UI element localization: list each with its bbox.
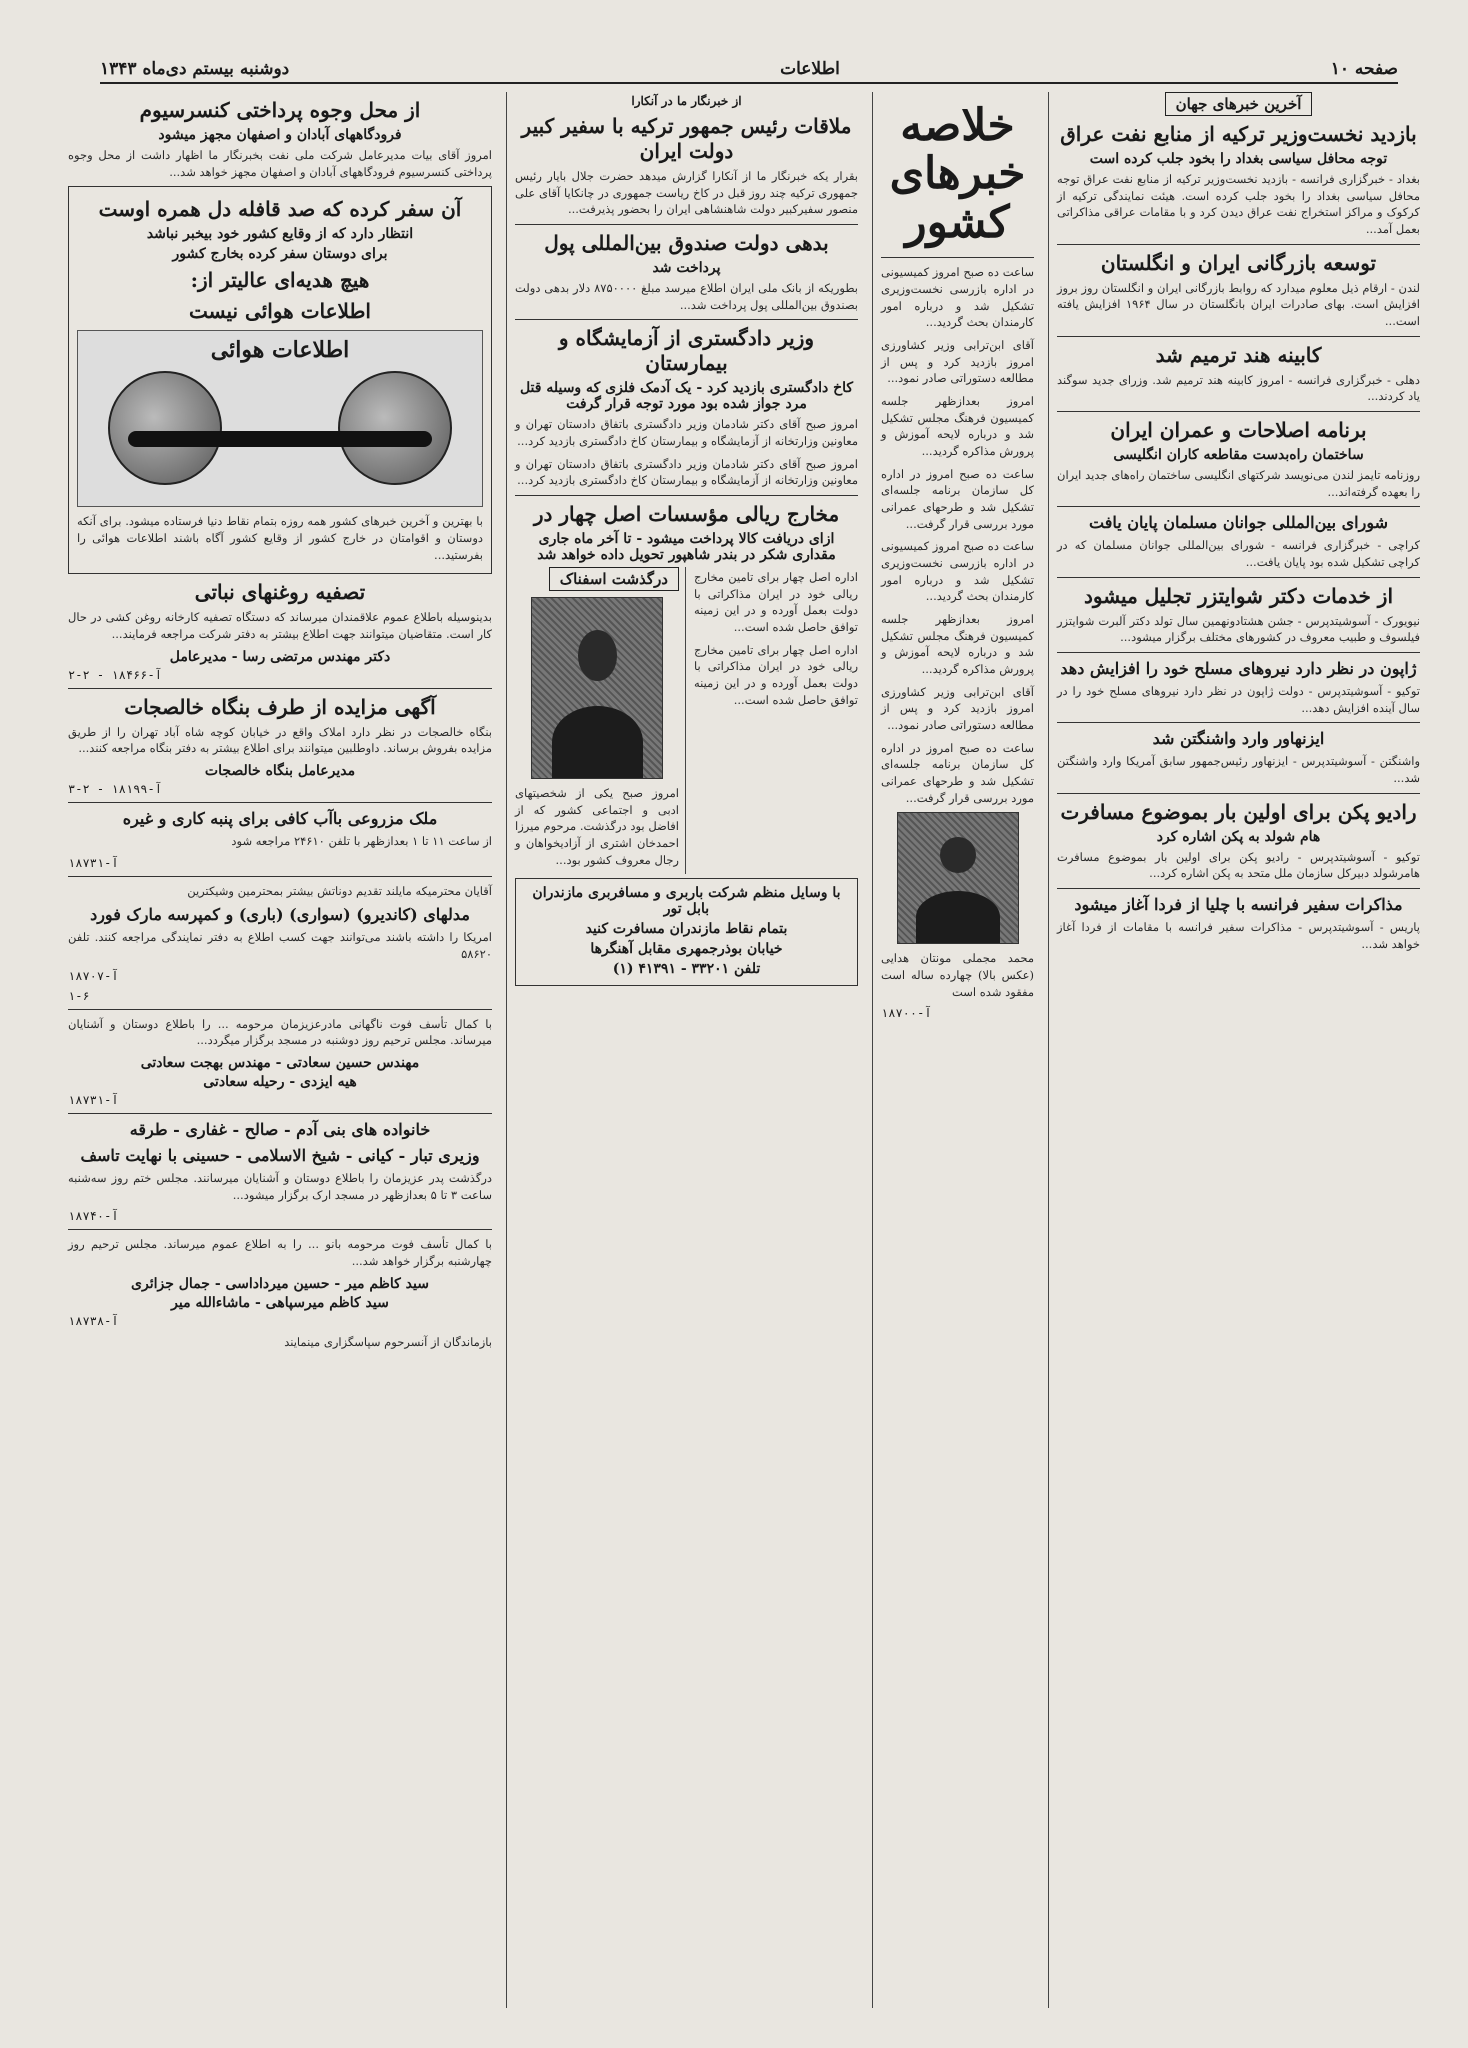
ad-code: آ-۱۸۷۳۱ — [68, 855, 119, 870]
article-peking-subtitle: هام شولد به پکن اشاره کرد — [1156, 828, 1321, 845]
article-consortium-title: از محل وجوه پرداختی کنسرسیوم — [139, 98, 421, 122]
article-imf-subtitle: پرداخت شد — [652, 260, 721, 277]
divider — [1057, 888, 1420, 889]
divider — [68, 1229, 492, 1230]
ad-code: آ-۱۸۷۰۷ — [68, 968, 119, 983]
article-reforms-title: برنامه اصلاحات و عمران ایران — [1110, 418, 1367, 443]
divider — [68, 1009, 492, 1010]
divider — [1057, 793, 1420, 794]
article-justice-title: وزیر دادگستری از آزمایشگاه و بیمارستان — [558, 326, 815, 376]
memorial-signature: سید کاظم میر - حسین میرداداسی - جمال جزائری — [131, 1275, 429, 1292]
world-news-column — [1048, 92, 1428, 2008]
ford-ad-title: مدلهای (کاندیرو) (سواری) (باری) و کمپرسه مارک فورد — [90, 905, 470, 925]
ford-ad-body: امریکا را داشته باشند می‌توانند جهت کسب اطلاع به دفتر نمایندگی مراجعه کنند. تلفن ۵۸۶۲۰ — [68, 930, 492, 962]
article-eisenhower-body: واشنگتن - آسوشیتدپرس - ایزنهاور رئیس‌جمهور سابق آمریکا وارد واشنگتن شد... — [1057, 754, 1420, 786]
divider — [1057, 652, 1420, 653]
obituary-block — [515, 567, 858, 874]
divider — [881, 257, 1034, 258]
national-news-item: آقای ابن‌ترابی وزیر کشاورزی امروز بازدید کرد و پس از مطالعه دستوراتی صادر نمود... — [881, 684, 1034, 732]
obituary-body: امروز صبح یکی از شخصیتهای ادبی و اجتماعی کشور که از افاضل بود درگذشت. مرحوم میرزا احمدخان اشتری از آزادیخواهان و رجال معروف کشور بود... — [515, 786, 679, 867]
article-india-cabinet-body: دهلی - خبرگزاری فرانسه - امروز کابینه هند ترمیم شد. وزرای جدید سوگند یاد کردند... — [1057, 372, 1420, 404]
obituary-signature: مهندس حسین سعادتی - مهندس بهجت سعادتی — [140, 1055, 420, 1072]
national-news-logo: خلاصه خبرهای کشور — [889, 100, 1026, 248]
national-news-item: امروز بعدازظهر جلسه کمیسیون فرهنگ مجلس تشکیل شد و درباره لایحه آموزش و پرورش مذاکره گردید... — [881, 611, 1034, 676]
world-news-label: آخرین خبرهای جهان — [1165, 92, 1313, 116]
article-youth-title: شورای بین‌المللی جوانان مسلمان پایان یافت — [1089, 513, 1388, 533]
article-peking-title: رادیو پکن برای اولین بار بموضوع مسافرت — [1060, 799, 1417, 824]
article-iraq-oil-title: بازدید نخست‌وزیر ترکیه از منابع نفت عراق — [1060, 122, 1417, 146]
article-reforms-body: روزنامه تایمز لندن می‌نویسد شرکتهای انگلیسی ساختمان راه‌های جدید ایران را بعهده گرفته‌اند... — [1057, 468, 1420, 499]
obituary-title: درگذشت اسفناک — [549, 567, 679, 591]
oil-refining-body: بدینوسیله باطلاع عموم علاقمندان میرساند که دستگاه تصفیه کارخانه روغن کشی در حال کار است. متقاضیان میتوانند جهت اطلاع بیشتر به دفتر شرکت مراجعه فرمایند... — [68, 610, 492, 642]
article-schweitzer-body: نیویورک - آسوشیتدپرس - جشن هشتادونهمین سال تولد دکتر آلبرت شوایتزر فیلسوف و طبیب معروف در کشورهای مختلف برگزار میشود... — [1057, 613, 1420, 645]
article-iraq-oil-subtitle: توجه محافل سیاسی بغداد را بخود جلب کرده است — [1089, 151, 1388, 167]
ad-code: آ-۱۸۷۳۸ — [68, 1313, 119, 1328]
article-japan-title: ژاپون در نظر دارد نیروهای مسلح خود را افزایش دهد — [1060, 659, 1417, 679]
article-justice-body: امروز صبح آقای دکتر شادمان وزیر دادگستری باتفاق دادستان تهران و معاونین وزارتخانه از آزمایشگاه و بیمارستان کاخ دادگستری بازدید کرد... — [515, 417, 858, 449]
national-news-item: ساعت ده صبح امروز در اداره کل سازمان برنامه جلسه‌ای تشکیل شد و طرحهای عمرانی مورد بررسی قرار گرفت... — [881, 740, 1034, 805]
airmail-logo-text: اطلاعات هوائی — [210, 337, 350, 364]
missing-boy-photo — [897, 812, 1019, 944]
ad-code: آ-۱۸۷۴۰ — [68, 1209, 119, 1224]
article-kicker: از خبرنگار ما در آنکارا — [631, 94, 742, 108]
obituary-photo — [531, 597, 663, 779]
auction-body: بنگاه خالصجات در نظر دارد املاک واقع در خیابان کوچه شاه آباد تهران را از طریق مزایده بفروش برساند. داوطلبین میتوانند برای اطلاع بیشتر به دفتر بنگاه مراجعه کنند... — [68, 724, 492, 756]
farmland-body: از ساعت ۱۱ تا ۱ بعدازظهر با تلفن ۲۴۶۱۰ مراجعه شود — [231, 834, 492, 849]
page-number: صفحه ۱۰ — [1330, 59, 1398, 79]
article-consortium-subtitle: فرودگاههای آبادان و اصفهان مجهز میشود — [158, 127, 402, 143]
ad-code: ۱-۶ — [68, 988, 90, 1003]
article-justice-subtitle: کاخ دادگستری بازدید کرد - یک آدمک فلزی که وسیله قتل مرد جواز شده بود مورد توجه قرار گرفت — [519, 380, 854, 413]
oil-refining-signature: دکتر مهندس مرتضی رسا - مدیرعامل — [169, 648, 391, 665]
divider — [68, 876, 492, 877]
transport-ad — [515, 878, 858, 986]
national-news-item: ساعت ده صبح امروز در اداره کل سازمان برنامه جلسه‌ای تشکیل شد و طرحهای عمرانی مورد بررسی قرار گرفت... — [881, 466, 1034, 531]
article-ankara-body: بقرار یکه خبرنگار ما از آنکارا گزارش میدهد حضرت جلال بایار رئیس جمهوری ترکیه چند روز قبل در کاخ ریاست جمهوری در چانکایا آقای علی منصور سفیرکبیر دولت شاهنشاهی ایران را بحضور پذیرفت... — [515, 169, 858, 217]
airmail-ad-title: آن سفر کرده که صد قافله دل همره اوست — [98, 197, 462, 222]
family-notice-body: درگذشت پدر عزیزمان را باطلاع دوستان و آشنایان میرسانند. مجلس ختم روز سه‌شنبه ساعت ۳ تا ۵ بعدازظهر در مسجد ارک برگزار میشود... — [68, 1171, 492, 1202]
ad-code: آ-۱۸۴۶۶ - ۲-۲ — [68, 667, 162, 682]
family-notice-title: خانواده های بنی آدم - صالح - غفاری - طرقه — [129, 1120, 431, 1140]
article-india-cabinet-title: کابینه هند ترمیم شد — [1155, 342, 1322, 367]
auction-signature: مدیرعامل بنگاه خالصجات — [204, 763, 356, 780]
article-reforms-subtitle: ساختمان راه‌بدست مقاطعه کاران انگلیسی — [1113, 447, 1364, 464]
article-trade-title: توسعه بازرگانی ایران و انگلستان — [1100, 250, 1377, 275]
airmail-ad-body: با بهترین و آخرین خبرهای کشور همه روزه بتمام نقاط دنیا فرستاده میشود. برای آنکه دوستان و اقوامتان در خارج کشور از وقایع کشور آگاه باشند اطلاعات هوائی را بفرستید... — [77, 514, 483, 562]
article-peking-body: توکیو - آسوشیتدپرس - رادیو پکن برای اولین بار بموضوع مسافرت هامرشولد دبیرکل سازمان ملل متحد به پکن اشاره کرد... — [1057, 849, 1420, 881]
divider — [1057, 244, 1420, 245]
article-schweitzer-title: از خدمات دکتر شوایتزر تجلیل میشود — [1083, 583, 1394, 608]
national-news-column — [872, 92, 1042, 2008]
article-imf-title: بدهی دولت صندوق بین‌المللی پول — [544, 231, 829, 256]
national-news-item: ساعت ده صبح امروز کمیسیونی در اداره بازرسی نخست‌وزیری تشکیل شد و درباره امور کارمندان بحث گردید... — [881, 539, 1034, 604]
memorial-footer: بازماندگان از آنسرحوم سپاسگزاری مینمایند — [284, 1334, 492, 1349]
national-news-item: امروز بعدازظهر جلسه کمیسیون فرهنگ مجلس تشکیل شد و درباره لایحه آموزش و پرورش مذاکره گردید... — [881, 393, 1034, 458]
masthead — [100, 56, 1398, 84]
divider — [1057, 722, 1420, 723]
columns — [30, 92, 1428, 2008]
airmail-ad-headline: هیچ هدیه‌ای عالیتر از: — [190, 268, 370, 293]
article-youth-body: کراچی - خبرگزاری فرانسه - شورای بین‌المللی جوانان مسلمان که در کراچی تشکیل شده بود پایان یافت... — [1057, 538, 1420, 570]
divider — [515, 495, 858, 496]
article-trade-body: لندن - ارقام ذیل معلوم میدارد که روابط بازرگانی ایران و انگلستان روز بروز افزایش است. بهای صادرات ایران بانگلستان در سال ۱۹۶۴ افزایش یافته است... — [1057, 280, 1420, 329]
divider — [515, 319, 858, 320]
article-eisenhower-title: ایزنهاور وارد واشنگتن شد — [1152, 729, 1325, 749]
auction-title: آگهی مزایده از طرف بنگاه خالصجات — [124, 694, 436, 719]
ford-ad-note: آقایان محترمیکه مایلند تقدیم دوناتش بیشتر بمحترمین وشیکترین — [187, 883, 492, 898]
divider — [1057, 411, 1420, 412]
airmail-ad — [68, 186, 492, 574]
domestic-column — [506, 92, 866, 2008]
obituary-notice: با کمال تأسف فوت ناگهانی مادرعزیزمان مرحومه ... را باطلاع دوستان و آشنایان میرساند. مجلس ترحیم روز دوشنبه در مسجد برگزار میگردد... — [68, 1016, 492, 1048]
article-point4-body-cont: اداره اصل چهار برای تامین مخارج ریالی خود در ایران مذاکراتی با دولت بعمل آورده و در این زمینه توافق حاصل شده است... — [694, 642, 858, 707]
paper-name: اطلاعات — [780, 59, 840, 79]
article-ankara-title: ملاقات رئیس جمهور ترکیه با سفیر کبیر دولت ایران — [521, 114, 852, 163]
national-news-item: ساعت ده صبح امروز کمیسیونی در اداره بازرسی نخست‌وزیری تشکیل شد و درباره امور کارمندان بحث گردید... — [881, 265, 1034, 330]
issue-date: دوشنبه بیستم دی‌ماه ۱۳۴۳ — [100, 59, 290, 79]
airmail-logo-illustration — [77, 330, 483, 507]
airmail-ad-subtitle: انتظار دارد که از وقایع کشور خود بیخبر نباشد — [146, 226, 414, 243]
obituary-signature: هیه ایزدی - رحیله سعادتی — [203, 1074, 357, 1091]
memorial-notice: با کمال تأسف فوت مرحومه بانو ... را به اطلاع عموم میرساند. مجلس ترحیم روز چهارشنبه برگزار خواهد شد... — [68, 1237, 492, 1269]
ads-column — [60, 92, 500, 2008]
transport-ad-phone: تلفن ۳۳۲۰۱ - ۴۱۳۹۱ (۱) — [612, 961, 761, 978]
article-japan-body: توکیو - آسوشیتدپرس - دولت ژاپون در نظر دارد نیروهای مسلح خود را در سال آینده افزایش دهد... — [1057, 684, 1420, 715]
airmail-ad-headline-2: اطلاعات هوائی نیست — [189, 299, 371, 324]
missing-boy-caption: محمد مجملی مونتان هدایی (عکس بالا) چهارده ساله است مفقود شده است — [881, 951, 1034, 999]
divider — [68, 688, 492, 689]
farmland-title: ملک مزروعی باآب کافی برای پنبه کاری و غیره — [122, 809, 438, 829]
family-notice-title-2: وزیری تبار - کیانی - شیخ الاسلامی - حسینی با نهایت تاسف — [80, 1146, 480, 1166]
article-consortium-body: امروز آقای بیات مدیرعامل شرکت ملی نفت بخبرنگار ما اظهار داشت از محل وجوه پرداختی کنسرسیوم فرودگاههای آبادان و اصفهان مجهز خواهد شد... — [68, 148, 492, 179]
ad-code: آ-۱۸۷۰۰ — [881, 1006, 932, 1021]
ad-code: آ-۱۸۷۳۱ — [68, 1093, 119, 1108]
national-news-item: آقای ابن‌ترابی وزیر کشاورزی امروز بازدید کرد و پس از مطالعه دستوراتی صادر نمود... — [881, 337, 1034, 386]
divider — [68, 802, 492, 803]
divider — [68, 1113, 492, 1114]
article-point4-body: اداره اصل چهار برای تامین مخارج ریالی خود در ایران مذاکراتی با دولت بعمل آورده و در این زمینه توافق حاصل شده است... — [694, 570, 858, 635]
divider — [1057, 577, 1420, 578]
article-justice-body-cont: امروز صبح آقای دکتر شادمان وزیر دادگستری باتفاق دادستان تهران و معاونین وزارتخانه از آزمایشگاه و بیمارستان کاخ دادگستری بازدید کرد... — [515, 456, 858, 488]
transport-ad-line2: بتمام نقاط مازندران مسافرت کنید — [585, 921, 788, 938]
article-france-body: پاریس - آسوشیتدپرس - مذاکرات سفیر فرانسه با مقامات از فردا آغاز خواهد شد... — [1057, 920, 1420, 951]
divider — [1057, 506, 1420, 507]
globe-icon — [338, 371, 452, 485]
globe-icon — [108, 371, 222, 485]
oil-refining-title: تصفیه روغنهای نباتی — [194, 580, 366, 605]
article-imf-body: بطوریکه از بانک ملی ایران اطلاع میرسد مبلغ ۸۷۵۰۰۰۰ دلار بدهی دولت بصندوق بین‌المللی پول پرداخت شد... — [515, 281, 858, 312]
airplane-icon — [128, 431, 432, 447]
article-point4-title: مخارج ریالی مؤسسات اصل چهار در — [533, 502, 840, 527]
divider — [1057, 336, 1420, 337]
divider — [515, 224, 858, 225]
article-point4-subtitle: ازای دریافت کالا پرداخت میشود - تا آخر ماه جاری مقداری شکر در بندر شاهپور تحویل داده خواهد شد — [537, 531, 836, 564]
memorial-signature: سید کاظم میرسپاهی - ماشاءالله میر — [171, 1294, 389, 1311]
transport-ad-line1: با وسایل منظم شرکت باربری و مسافربری مازندران بابل تور — [532, 885, 841, 918]
article-iraq-oil-body: بغداد - خبرگزاری فرانسه - بازدید نخست‌وزیر ترکیه از منابع نفت عراق توجه محافل سیاسی بغداد را بخود جلب کرده است. هیئت نمایندگی ترکیه از کرکوک و مراکز استخراج نفت عراق دیدن کرد و با مقامات عراقی مذاکراتی بعمل آمد... — [1057, 172, 1420, 237]
article-france-title: مذاکرات سفیر فرانسه با چلیا از فردا آغاز میشود — [1074, 895, 1403, 915]
ad-code: آ-۱۸۱۹۹ - ۲-۳ — [68, 782, 162, 797]
airmail-ad-line: برای دوستان سفر کرده بخارج کشور — [172, 246, 388, 263]
transport-ad-line3: خیابان بوذرجمهری مقابل آهنگرها — [590, 941, 783, 958]
